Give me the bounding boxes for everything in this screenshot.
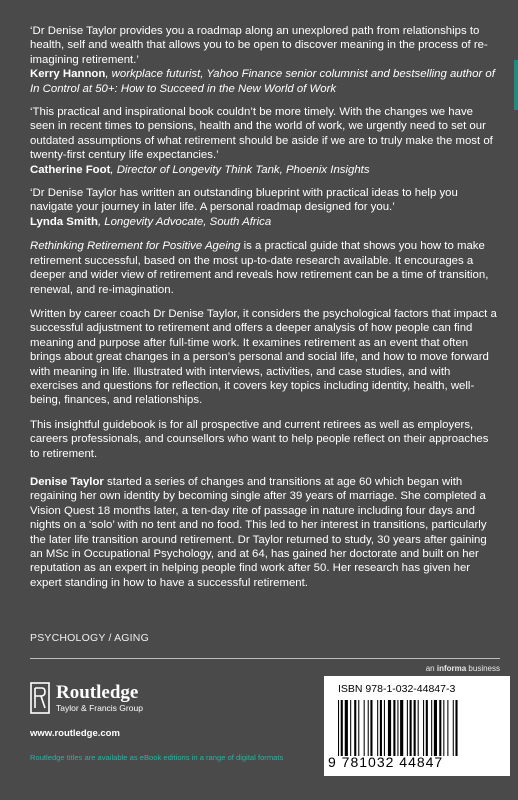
- barcode-bar: [350, 700, 351, 756]
- barcode-bar: [384, 700, 385, 756]
- barcode-bar: [431, 700, 432, 756]
- barcode-bar: [341, 700, 343, 756]
- publisher-wordmark: [56, 683, 143, 714]
- barcode-bar: [345, 700, 348, 756]
- barcode-number: 9 781032 44847: [328, 754, 444, 770]
- barcode-bar: [397, 700, 398, 756]
- description-paragraph-1: [30, 239, 500, 297]
- barcode-bar: [414, 700, 416, 756]
- routledge-logo-icon: [30, 682, 50, 714]
- barcode-bar: [423, 700, 424, 756]
- endorser-name: Lynda Smith: [30, 215, 98, 228]
- endorser-role: , Director of Longevity Think Tank, Phoenix Insights: [110, 163, 370, 176]
- endorsement-text: ‘Dr Denise Taylor provides you a roadmap along an unexplored path from relationships to health, self and wealth that allows you to be open to discover meaning in the process of re-imagining retirement.’: [30, 25, 488, 66]
- informa-brand: informa: [436, 664, 467, 673]
- barcode-bar: [447, 700, 448, 756]
- endorsement-text: ‘This practical and inspirational book couldn’t be more timely. With the changes we have seen in recent times to pensions, health and the world of work, we urgently need to set our outdated assumptions of what retirement should be aside if we are to truly make the most of twenty-first century life expectancies.’: [30, 106, 493, 162]
- barcode-bar: [354, 700, 356, 756]
- author-bio-text: started a series of changes and transitions at age 60 which began with regaining her own identity by becoming single after 39 years of marriage. She completed a Vision Quest 18 months later, a ten-day rite of passage in nature including four days and nights on a ‘solo’ with no tent and no food. This led to her interest in transitions, particularly the later life transition around retirement. Dr Taylor returned to study, 30 years after gaining an MSc in Occupational Psychology, and at 64, has gained her doctorate and built on her reputation as an expert in helping people find work after 50. Her research has given her expert standing in how to have a successful retirement.: [30, 475, 487, 589]
- barcode-bar: [439, 700, 441, 756]
- barcode-bar: [434, 700, 437, 756]
- barcode-bar: [338, 700, 339, 756]
- endorsement-3: [30, 186, 500, 229]
- informa-suffix: business: [466, 664, 500, 673]
- isbn-barcode: [324, 676, 510, 776]
- barcode-bar: [418, 700, 419, 756]
- back-cover-text: [30, 24, 500, 590]
- barcode-bar: [453, 700, 454, 756]
- endorsement-attribution: [30, 67, 500, 96]
- barcode-bar: [455, 700, 457, 756]
- endorsement-attribution: [30, 163, 500, 177]
- barcode-bar: [377, 700, 378, 756]
- informa-prefix: an: [425, 664, 437, 673]
- author-name: Denise Taylor: [30, 475, 104, 488]
- description-text: is a practical guide that shows you how to make retirement successful, based on the most up-to-date research available. It encourages a deeper and wider view of retirement and reveals how retirement can be a time of transition, renewal, and re-imagination.: [30, 240, 489, 296]
- barcode-bar: [400, 700, 403, 756]
- author-bio: [30, 475, 500, 590]
- endorsement-text: ‘Dr Denise Taylor has written an outstanding blueprint with practical ideas to help you navigate your journey in later life. A personal roadmap designed for you.’: [30, 187, 458, 214]
- barcode-bar: [358, 700, 359, 756]
- barcode-bars: [338, 700, 500, 756]
- barcode-bar: [364, 700, 365, 756]
- endorser-role: , workplace futurist, Yahoo Finance senior columnist and bestselling author of In Control at 50+: How to Succeed in the New World of Work: [30, 68, 495, 95]
- endorsement-attribution: [30, 215, 500, 229]
- barcode-bar: [388, 700, 391, 756]
- routledge-logo: [30, 682, 143, 714]
- endorsement-2: [30, 105, 500, 177]
- publisher-website: www.routledge.com: [30, 728, 120, 739]
- barcode-bar: [393, 700, 395, 756]
- barcode-bar: [380, 700, 382, 756]
- endorser-name: Catherine Foot: [30, 163, 111, 176]
- barcode-bar: [370, 700, 372, 756]
- endorsement-1: [30, 24, 500, 96]
- book-title: Rethinking Retirement for Positive Ageing: [30, 240, 241, 253]
- divider: [30, 658, 500, 659]
- barcode-bar: [443, 700, 444, 756]
- subject-category: PSYCHOLOGY / AGING: [30, 632, 149, 644]
- publisher-name: Routledge: [56, 681, 139, 703]
- ebook-note: Routledge titles are available as eBook editions in a range of digital formats: [30, 753, 284, 762]
- publisher-group: Taylor & Francis Group: [56, 702, 143, 713]
- barcode-bar: [368, 700, 369, 756]
- informa-business-label: [426, 664, 500, 673]
- endorser-role: , Longevity Advocate, South Africa: [97, 215, 272, 228]
- isbn-label: ISBN 978-1-032-44847-3: [338, 683, 456, 695]
- endorser-name: Kerry Hannon: [30, 68, 106, 81]
- description-paragraph-3: This insightful guidebook is for all prospective and current retirees as well as employers, careers professionals, and counsellors who want to help people reflect on their approaches to retirement.: [30, 418, 489, 460]
- barcode-bar: [426, 700, 428, 756]
- barcode-bar: [410, 700, 412, 756]
- description-paragraph-2: Written by career coach Dr Denise Taylor, it considers the psychological factors that impact a successful adjustment to retirement and offers a deeper analysis of how people can find meaning and purpose after full-time work. It examines retirement as an event that often brings about great changes in a person’s personal and social life, and how to move forward with meaning in life. Illustrated with interviews, activities, and case studies, and with exercises and questions for reflection, it covers key topics including identity, health, well-being, finances, and relationships.: [30, 307, 497, 407]
- spine-edge-accent: [514, 60, 518, 110]
- barcode-bar: [407, 700, 408, 756]
